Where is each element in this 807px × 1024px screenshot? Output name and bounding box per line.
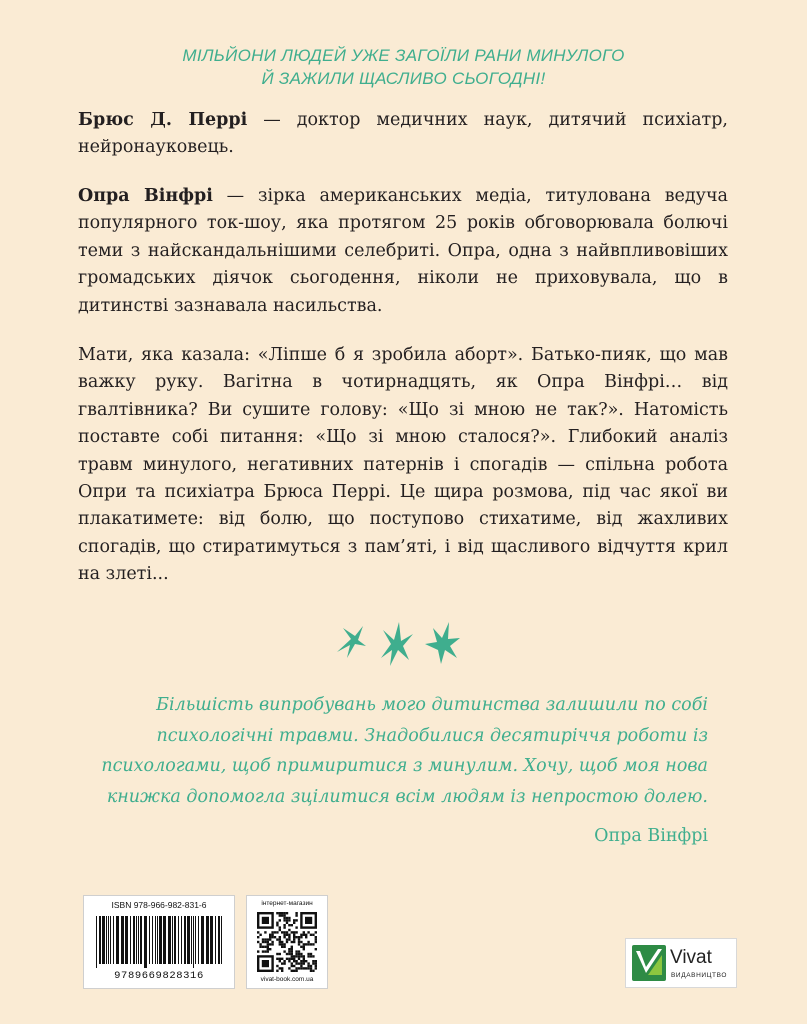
publisher-subtitle: ВИДАВНИЦТВО: [671, 972, 728, 979]
star-icon: [337, 626, 366, 658]
isbn-barcode-block: [83, 895, 235, 989]
barcode-digits: 9789669828316: [114, 970, 204, 982]
tagline-line-2: Й ЗАЖИЛИ ЩАСЛИВО СЬОГОДНІ!: [261, 69, 546, 88]
author-bio-winfrey: [78, 183, 728, 320]
blurb-text: Мати, яка казала: «Ліпше б я зробила аборт». Батько-пияк, що мав важку руку. Вагітна в чотирнадцять, як Опра Вінфрі… від гвалтівника? Ви сушите голову: «Що зі мною не так?». Натомість поставте собі питання: «Що зі мною сталося?». Глибокий аналіз травм минулого, негативних патернів і спогадів — спільна робота Опри та психіатра Брюса Перрі. Це щира розмова, під час якої ви плакатимете: від болю, що поступово стихатиме, від жахливих спогадів, що стиратимуться з пам’яті, і від щасливого відчуття крил на злеті...: [78, 345, 728, 585]
publisher-logo: [625, 938, 737, 988]
decorative-stars-icon: [333, 614, 463, 668]
vivat-logo-icon: [632, 945, 666, 981]
pull-quote: [100, 690, 708, 812]
author-name: Брюс Д. Перрі: [78, 110, 248, 130]
author-description: — зірка американських медіа, титулована ведуча популярного ток-шоу, яка протягом 25 років обговорювала болючі теми з найскандальнішими селебриті. Опра, одна з найвпливовіших громадських діячок сьогодення, ніколи не приховувала, що в дитинстві зазнавала насильства.: [78, 186, 728, 316]
author-bio-perry: [78, 107, 728, 162]
quote-text: Більшість випробувань мого дитинства залишили по собі психологічні травми. Знадобилися десятиріччя роботи із психологами, щоб примиритися з минулим. Хочу, щоб моя нова книжка допомогла зцілитися всім людям із непростою долею.: [101, 695, 708, 807]
qr-url: vivat-book.com.ua: [260, 976, 314, 983]
tagline: [0, 44, 807, 90]
qr-code-icon: [257, 912, 317, 972]
author-name: Опра Вінфрі: [78, 186, 213, 206]
qr-code-block: [246, 895, 328, 989]
author-description: — доктор медичних наук, дитячий психіатр, нейронауковець.: [78, 110, 728, 158]
isbn-label: ISBN 978-966-982-831-6: [111, 900, 207, 910]
book-blurb: [78, 342, 728, 589]
quote-author: Опра Вінфрі: [594, 826, 708, 846]
star-icon: [425, 622, 460, 664]
star-icon: [381, 622, 413, 666]
publisher-name: Vivat: [670, 947, 712, 968]
barcode-icon: [94, 916, 224, 968]
qr-top-label: інтернет-магазин: [261, 900, 313, 907]
tagline-line-1: МІЛЬЙОНИ ЛЮДЕЙ УЖЕ ЗАГОЇЛИ РАНИ МИНУЛОГО: [182, 46, 625, 65]
